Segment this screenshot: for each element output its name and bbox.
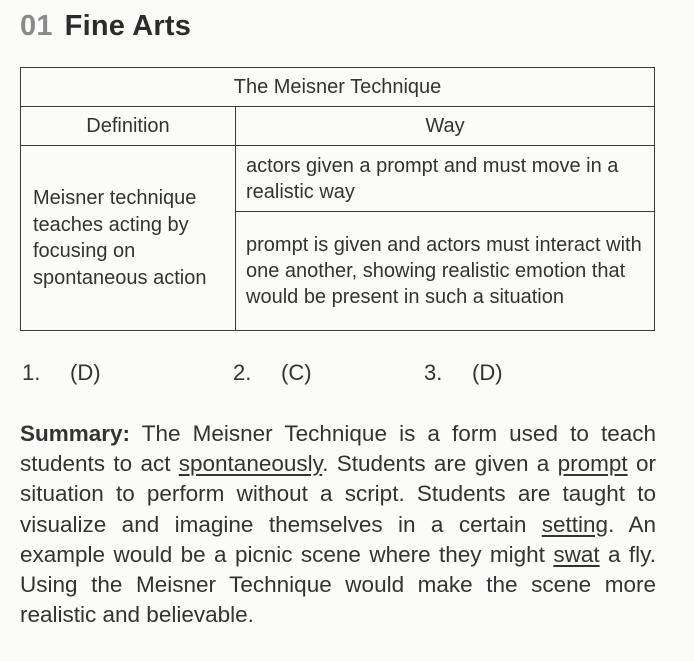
summary-label: Summary:	[20, 421, 131, 446]
underlined-word: prompt	[557, 451, 628, 477]
answer-choice: (D)	[70, 360, 101, 385]
way-cell-1: actors given a prompt and must move in a realistic way	[236, 146, 655, 212]
answer-item-2	[233, 360, 312, 386]
underlined-word: swat	[553, 541, 600, 567]
section-title: Fine Arts	[64, 10, 192, 42]
summary-text: The Meisner Technique is a form used to teach students to act	[20, 421, 656, 477]
answer-item-1	[22, 360, 101, 386]
way-cell-2: prompt is given and actors must interact with one another, showing realistic emotion that would be present in such a situation	[236, 212, 655, 331]
answer-item-3	[424, 360, 503, 386]
table-header-row	[21, 107, 655, 146]
definition-cell: Meisner technique teaches acting by focusing on spontaneous action	[21, 146, 236, 331]
column-header-way: Way	[236, 107, 655, 146]
underlined-word: spontaneously	[178, 451, 323, 477]
answer-number: 2.	[233, 360, 252, 385]
table-title-row	[21, 68, 655, 107]
answer-number: 1.	[22, 360, 41, 385]
summary-text: . An example would be a picnic scene where they might	[20, 511, 656, 567]
summary-text: a fly. Using the Meisner Technique would make the scene more realistic and believable.	[20, 541, 656, 628]
table-row	[21, 146, 655, 212]
answer-key	[0, 360, 694, 390]
answer-number: 3.	[424, 360, 443, 385]
meisner-table	[20, 67, 655, 331]
section-heading	[20, 10, 191, 43]
section-number: 01	[20, 10, 53, 42]
summary-text: . Students are given a	[322, 451, 558, 477]
answer-choice: (C)	[281, 360, 312, 385]
underlined-word: setting	[541, 511, 609, 537]
table-title: The Meisner Technique	[21, 68, 655, 107]
summary-text: or situation to perform without a script. Students are taught to visualize and imagine themselves in a certain	[20, 451, 656, 537]
answer-choice: (D)	[472, 360, 503, 385]
summary-paragraph	[20, 419, 656, 630]
column-header-definition: Definition	[21, 107, 236, 146]
